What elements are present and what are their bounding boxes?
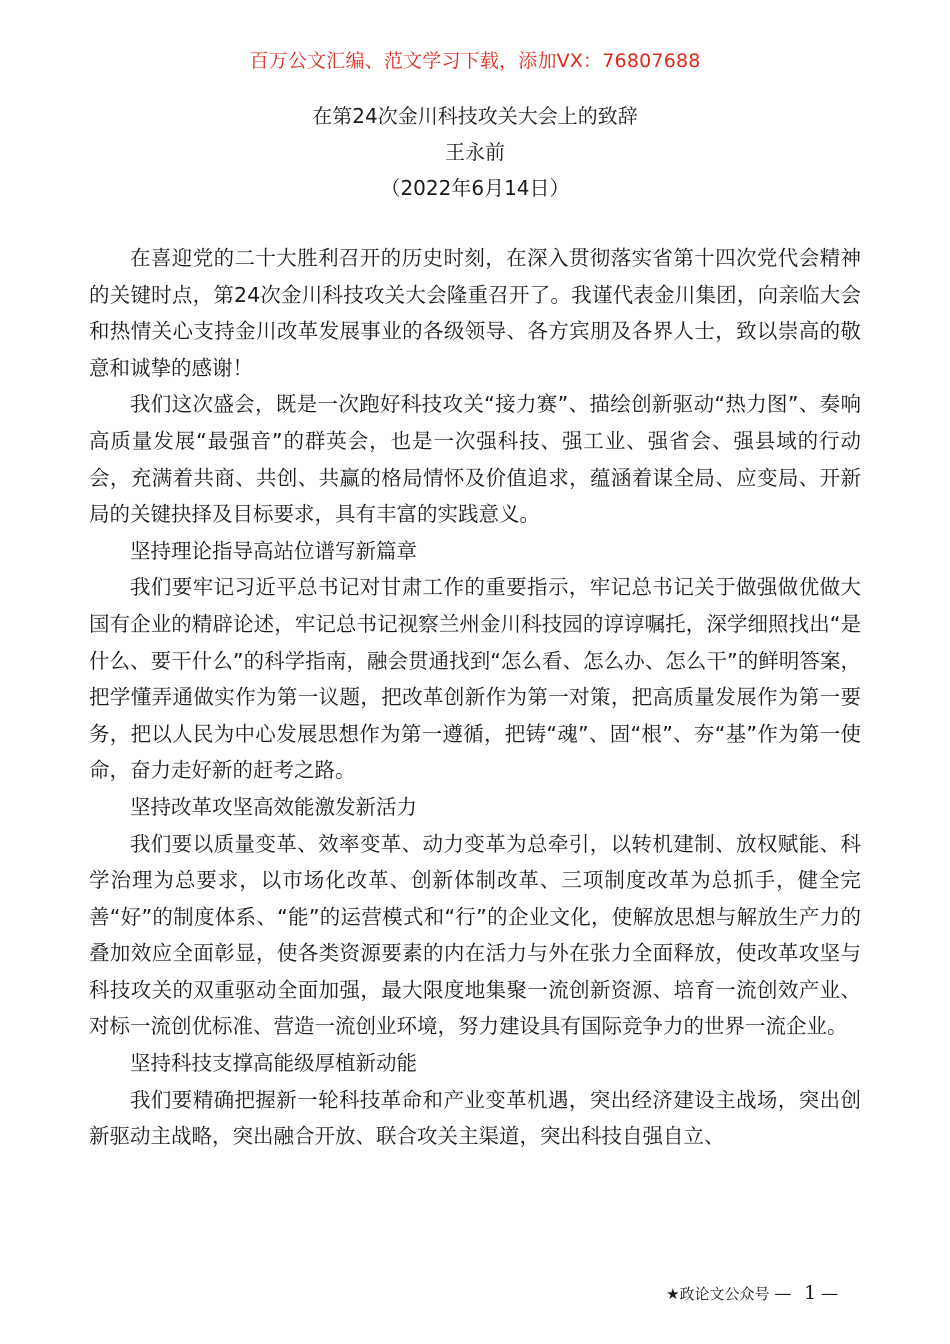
paragraph-meeting-significance: 我们这次盛会，既是一次跑好科技攻关“接力赛”、描绘创新驱动“热力图”、奏响高质量发展“最强音”的群英会，也是一次强科技、强工业、强省会、强县域的行动会，充满着共商、共创、共赢的格局情怀及价值追求，蕴涵着谋全局、应变局、开新局的关键抉择及目标要求，具有丰富的实践意义。 (89, 392, 861, 527)
section-heading-technology: 坚持科技支撑高能级厚植新动能 (130, 1051, 417, 1076)
paragraph-theory: 我们要牢记习近平总书记对甘肃工作的重要指示，牢记总书记关于做强做优做大国有企业的精辟论述，牢记总书记视察兰州金川科技园的谆谆嘱托，深学细照找出“是什么、要干什么”的科学指南，融会贯通找到“怎么看、怎么办、怎么干”的鲜明答案，把学懂弄通做实作为第一议题，把改革创新作为第一对策，把高质量发展作为第一要务，把以人民为中心发展思想作为第一遵循，把铸“魂”、固“根”、夯“基”作为第一使命，奋力走好新的赶考之路。 (89, 575, 861, 783)
footer-source-label: ★政论文公众号 (666, 1285, 770, 1303)
footer-dash-right: — (821, 1284, 838, 1304)
section-heading-theory: 坚持理论指导高站位谱写新篇章 (130, 538, 417, 563)
page-footer (666, 1282, 838, 1304)
document-body (89, 240, 861, 1155)
section-heading-reform: 坚持改革攻坚高效能激发新活力 (130, 794, 417, 819)
promo-banner: 百万公文汇编、范文学习下载，添加VX：76807688 (249, 50, 701, 72)
speech-date: （2022年6月14日） (380, 176, 570, 200)
paragraph-reform: 我们要以质量变革、效率变革、动力变革为总牵引，以转机建制、放权赋能、科学治理为总要求，以市场化改革、创新体制改革、三项制度改革为总抓手，健全完善“好”的制度体系、“能”的运营模式和“行”的企业文化，使解放思想与解放生产力的叠加效应全面彰显，使各类资源要素的内在活力与外在张力全面释放，使改革攻坚与科技攻关的双重驱动全面加强，最大限度地集聚一流创新资源、培育一流创效产业、对标一流创优标准、营造一流创业环境，努力建设具有国际竞争力的世界一流企业。 (89, 831, 861, 1039)
paragraph-technology: 我们要精确把握新一轮科技革命和产业变革机遇，突出经济建设主战场，突出创新驱动主战略，突出融合开放、联合攻关主渠道，突出科技自强自立、 (89, 1087, 861, 1149)
paragraph-intro: 在喜迎党的二十大胜利召开的历史时刻，在深入贯彻落实省第十四次党代会精神的关键时点，第24次金川科技攻关大会隆重召开了。我谨代表金川集团，向亲临大会和热情关心支持金川改革发展事业的各级领导、各方宾朋及各界人士，致以崇高的敬意和诚挚的感谢！ (89, 246, 861, 380)
page-number: 1 (804, 1282, 817, 1304)
author-name: 王永前 (445, 140, 505, 164)
footer-dash-left: — (774, 1284, 792, 1304)
title-block (0, 98, 950, 206)
document-title: 在第24次金川科技攻关大会上的致辞 (312, 104, 638, 128)
